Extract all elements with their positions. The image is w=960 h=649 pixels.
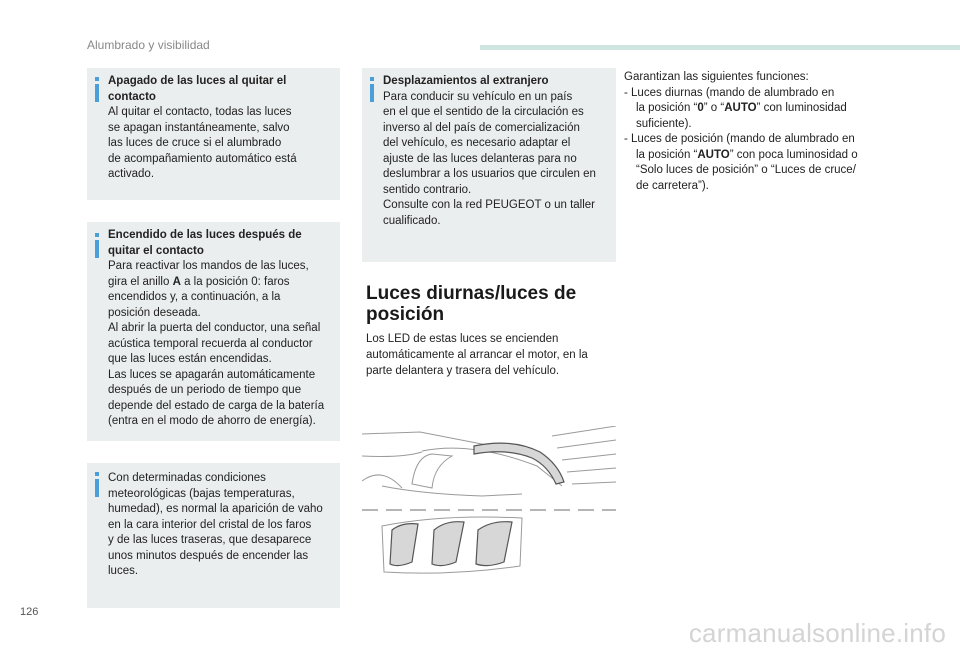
box-text: se apagan instantáneamente, salvo <box>108 121 290 134</box>
text-segment: ” con luminosidad <box>756 102 847 114</box>
led-lights-illustration <box>362 426 616 586</box>
box-text: que las luces están encendidas. <box>108 353 272 365</box>
position-label: 0 <box>697 102 704 114</box>
rear-led-strip-2 <box>432 522 464 566</box>
text-segment: ” o “ <box>703 102 725 114</box>
box-text: Consulte con la red PEUGEOT o un taller <box>383 199 596 211</box>
text-segment: gira el anillo <box>108 275 173 288</box>
box-text: y de las luces traseras, que desaparece <box>108 534 312 546</box>
box-text: Las luces se apagarán automáticamente <box>108 368 316 381</box>
functions-list <box>624 70 858 194</box>
box-text: cualificado. <box>383 214 441 227</box>
info-box-condiciones <box>87 463 340 608</box>
info-box-encendido <box>87 222 340 441</box>
list-item-continuation <box>624 101 858 117</box>
text-segment: ” con poca luminosidad o <box>729 148 858 161</box>
info-box-apagado <box>87 68 340 200</box>
position-label: AUTO <box>724 102 757 114</box>
box-text <box>108 275 334 291</box>
body-line: Los LED de estas luces se encienden <box>366 333 559 345</box>
heading-line: Luces diurnas/luces de <box>366 283 577 304</box>
grille-line <box>567 468 616 472</box>
watermark: carmanualsonline.info <box>688 618 946 648</box>
hood-line <box>362 432 492 446</box>
box-title: quitar el contacto <box>108 244 204 257</box>
chapter-bar <box>480 45 960 50</box>
grille-line <box>562 454 616 460</box>
box-text: inverso al del país de comercialización <box>383 121 580 134</box>
box-text: en la cara interior del cristal de los faros <box>108 518 312 531</box>
front-led-strip <box>474 443 564 484</box>
chapter-title: Alumbrado y visibilidad <box>87 38 210 52</box>
heading-line: posición <box>366 304 445 325</box>
list-item-continuation: de carretera”). <box>636 179 709 192</box>
box-text: Al quitar el contacto, todas las luces <box>108 106 292 118</box>
list-intro: Garantizan las siguientes funciones: <box>624 71 809 83</box>
list-item-continuation: suficiente). <box>636 117 692 130</box>
list-item-continuation: “Solo luces de posición” o “Luces de cruce/ <box>636 164 856 176</box>
info-box-desplazamientos <box>362 68 616 262</box>
box-text: del vehículo, es necesario adaptar el <box>383 137 571 149</box>
rear-led-strip-3 <box>476 522 512 566</box>
info-icon <box>370 84 374 102</box>
body-line: parte delantera y trasera del vehículo. <box>366 365 560 377</box>
box-text: (entra en el modo de ahorro de energía). <box>108 415 316 427</box>
box-text: meteorológicas (bajas temperaturas, <box>108 487 295 500</box>
box-text: Para reactivar los mandos de las luces, <box>108 260 309 272</box>
box-text: encendidos y, a continuación, a la <box>108 291 281 303</box>
list-item-continuation <box>624 148 858 164</box>
body-line: automáticamente al arrancar el motor, en la <box>366 349 588 361</box>
fog-housing <box>412 454 452 488</box>
grille-line <box>572 482 616 484</box>
box-text: humedad), es normal la aparición de vaho <box>108 503 323 515</box>
box-text: de acompañamiento automático está <box>108 152 297 165</box>
box-text: activado. <box>108 168 155 180</box>
box-title: Encendido de las luces después de <box>108 229 302 241</box>
box-text: después de un periodo de tiempo que <box>108 384 302 396</box>
info-icon <box>95 479 99 497</box>
text-segment: la posición “ <box>636 102 698 114</box>
box-text: posición deseada. <box>108 306 201 319</box>
box-text: depende del estado de carga de la batería <box>108 399 325 412</box>
bumper-line <box>362 452 422 457</box>
box-text: ajuste de las luces delanteras para no <box>383 152 577 165</box>
text-segment: a la posición 0: faros <box>180 275 290 288</box>
box-text: unos minutos después de encender las <box>108 549 309 562</box>
box-title: Apagado de las luces al quitar el <box>108 75 287 87</box>
box-text: Para conducir su vehículo en un país <box>383 90 573 103</box>
box-text: Con determinadas condiciones <box>108 472 266 484</box>
list-item-posicion: - Luces de posición (mando de alumbrado en <box>624 133 855 145</box>
grille-line <box>557 440 616 448</box>
position-label: AUTO <box>697 148 730 161</box>
box-text: luces. <box>108 565 139 577</box>
section-heading <box>366 283 616 325</box>
page-number: 126 <box>20 606 39 618</box>
rear-led-strip-1 <box>390 524 418 566</box>
section-body <box>366 331 588 379</box>
box-title: contacto <box>108 90 156 103</box>
box-text: en el que el sentido de la circulación es <box>383 106 584 118</box>
box-text: las luces de cruce si el alumbrado <box>108 137 282 149</box>
grille-line <box>552 426 616 436</box>
info-icon <box>95 84 99 102</box>
box-text: Al abrir la puerta del conductor, una señal <box>108 322 321 334</box>
list-item-diurnas: - Luces diurnas (mando de alumbrado en <box>624 86 835 99</box>
box-text: acústica temporal recuerda al conductor <box>108 337 313 350</box>
box-text: sentido contrario. <box>383 183 472 196</box>
text-segment: la posición “ <box>636 148 698 161</box>
lower-line <box>382 486 522 496</box>
box-text: deslumbrar a los usuarios que circulen en <box>383 168 596 180</box>
ring-label: A <box>172 275 181 288</box>
info-icon <box>95 240 99 258</box>
box-title: Desplazamientos al extranjero <box>383 75 549 87</box>
